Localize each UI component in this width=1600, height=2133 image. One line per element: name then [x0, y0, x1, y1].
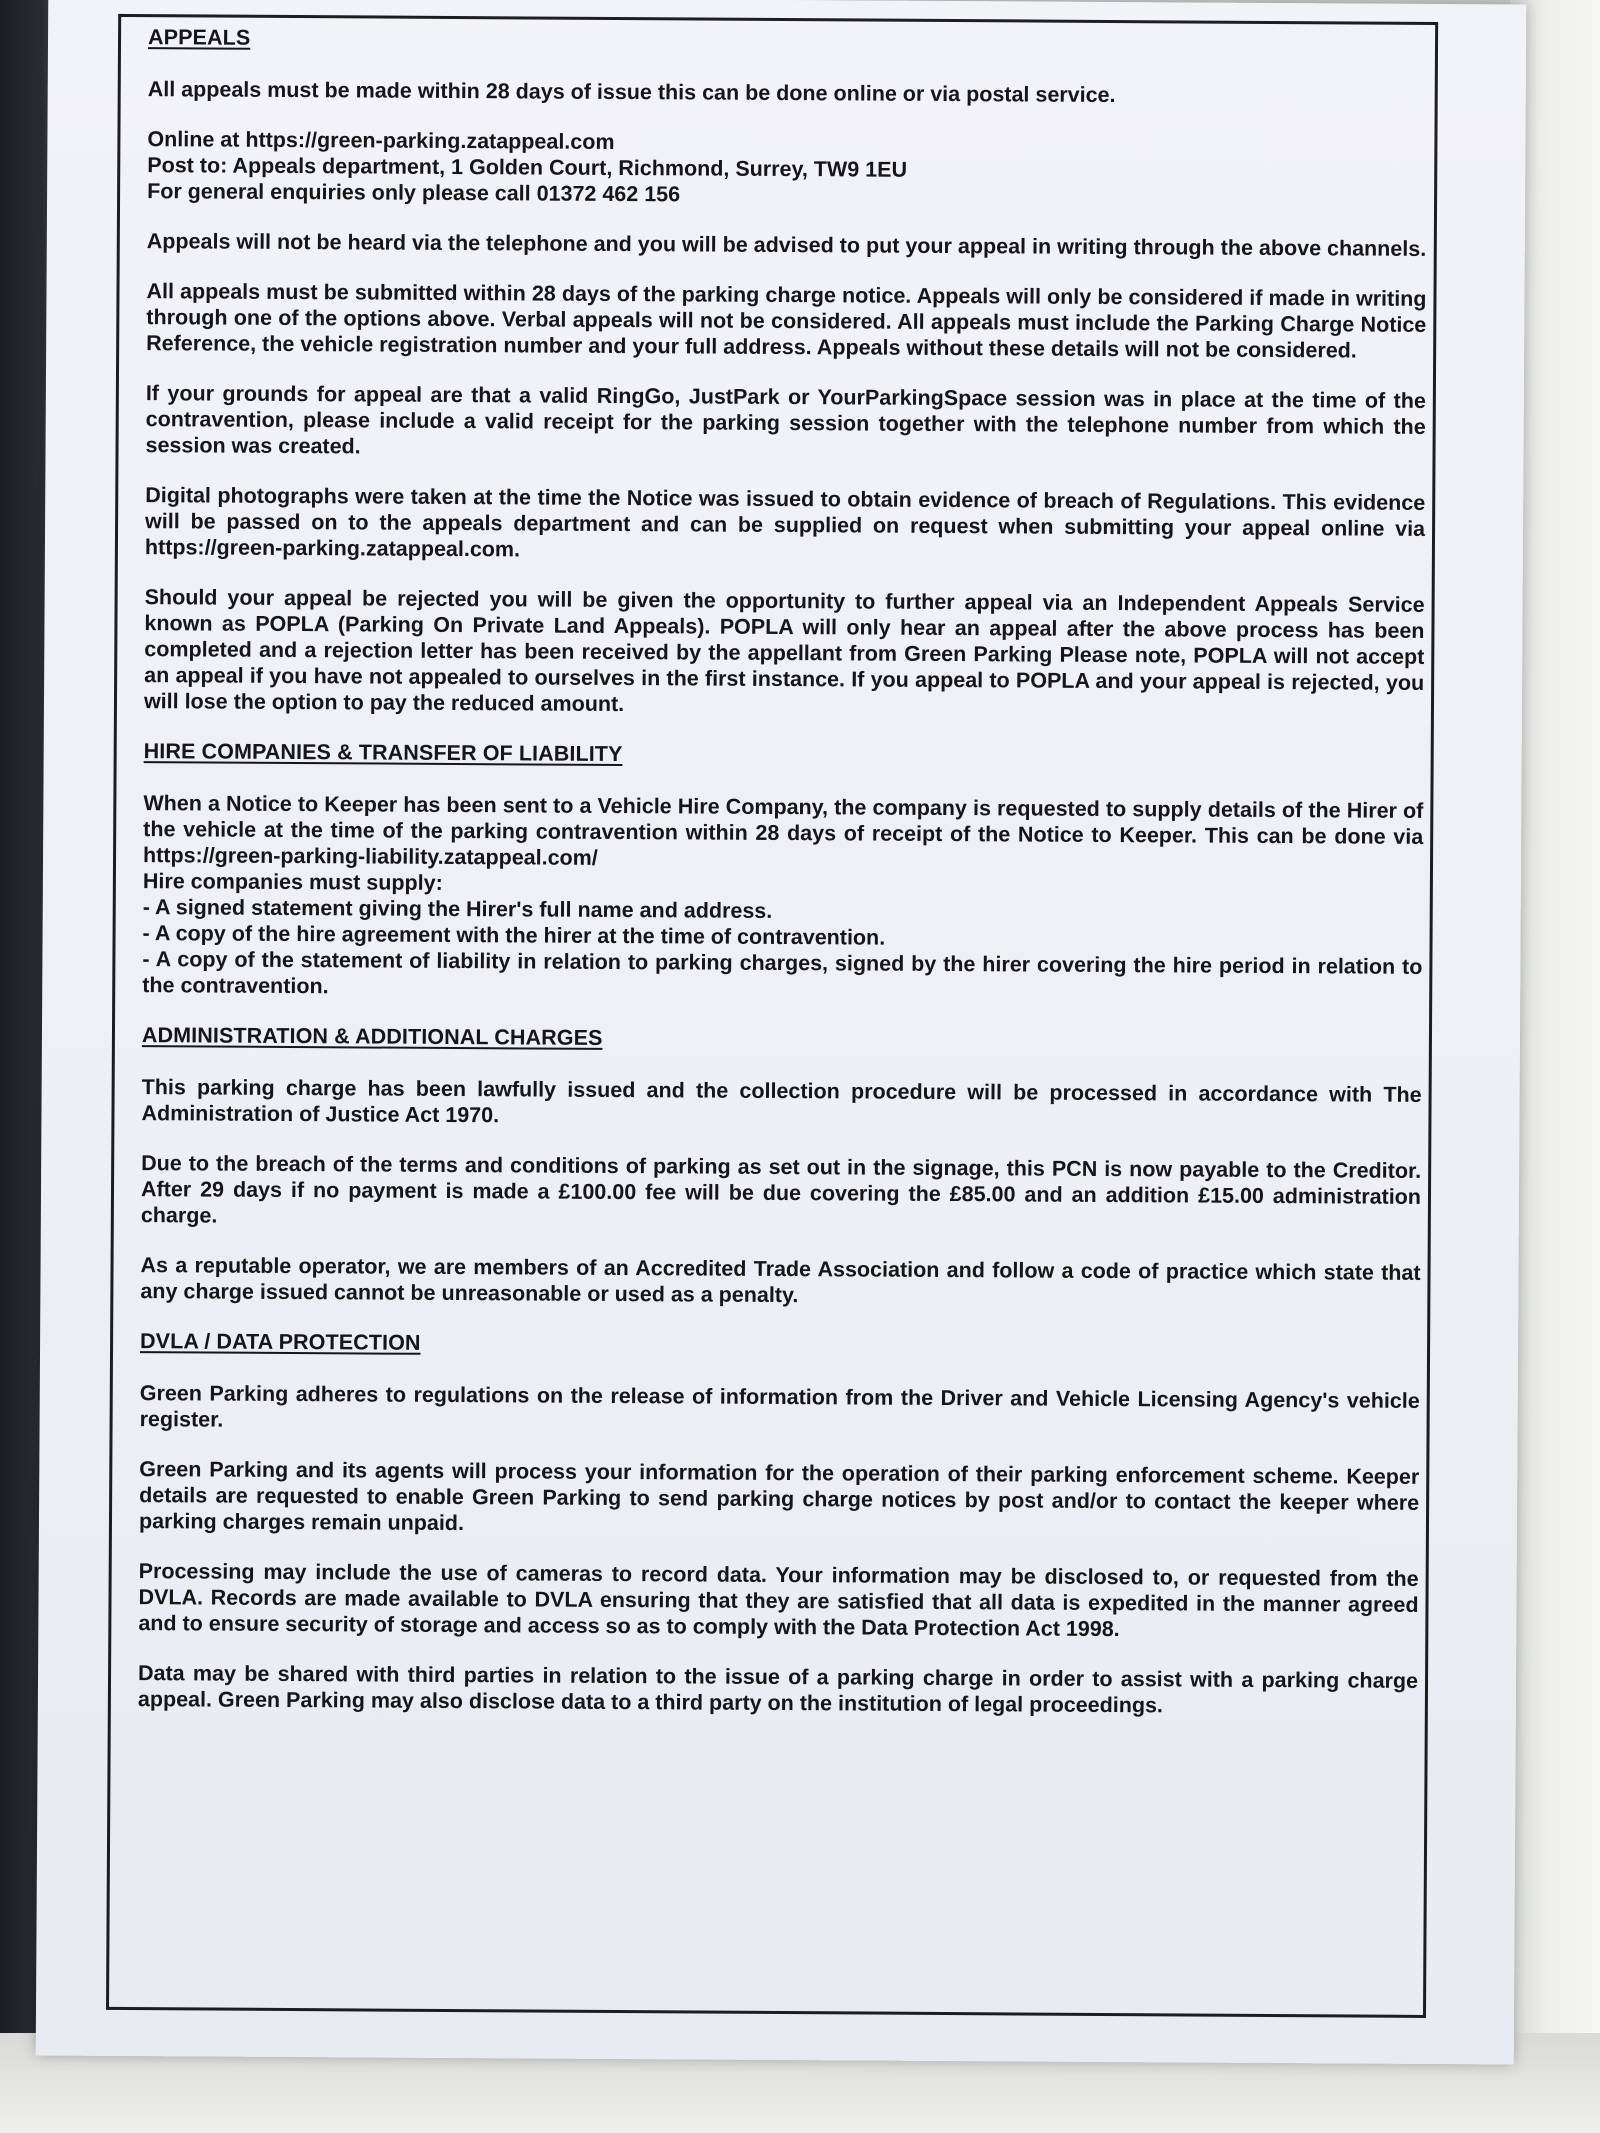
dvla-shared-paragraph: Data may be shared with third parties in relation to the issue of a parking charge in order to assist with a parking charge appeal. Green Parking may also disclose data to a third party on the institution of legal proceedings.	[137, 1661, 1419, 1718]
appeals-contact-block	[147, 126, 1427, 212]
list-item: - A copy of the hire agreement with the hirer at the time of contravention.	[142, 921, 886, 950]
notice-content	[138, 24, 1428, 1744]
appeals-submitted-paragraph: All appeals must be submitted within 28 days of the parking charge notice. Appeals will only be considered if made in writing through one of the options above. Verbal appeals will not be considered. All appeals must include the Parking Charge Notice Reference, the vehicle registration number and your full address. Appeals without these details will not be considered.	[146, 279, 1427, 363]
admin-lawful-paragraph: This parking charge has been lawfully issued and the collection procedure will be processed in accordance with The Administration of Justice Act 1970.	[141, 1075, 1422, 1128]
hire-must-supply: Hire companies must supply:	[142, 869, 443, 895]
appeals-postal-address: Post to: Appeals department, 1 Golden Court, Richmond, Surrey, TW9 1EU	[147, 153, 908, 182]
hire-requirements-list	[142, 894, 1423, 1006]
admin-heading: ADMINISTRATION & ADDITIONAL CHARGES	[141, 1023, 603, 1050]
appeals-enquiries-phone: For general enquiries only please call 01372 462 156	[147, 179, 681, 207]
appeals-intro: All appeals must be made within 28 days of issue this can be done online or via postal service.	[147, 77, 1116, 108]
dvla-adheres-paragraph: Green Parking adheres to regulations on the release of information from the Driver and Vehicle Licensing Agency's vehicle register.	[139, 1381, 1420, 1432]
appeals-heading: APPEALS	[147, 25, 251, 50]
appeals-telephone-paragraph: Appeals will not be heard via the telephone and you will be advised to put your appeal in writing through the above channels.	[146, 229, 1427, 261]
appeals-popla-paragraph: Should your appeal be rejected you will be given the opportunity to further appeal via an Independent Appeals Service known as POPLA (Parking On Private Land Appeals). POPLA will only hear an appeal after the above process has been completed and a rejection letter has been received by the appellant from Green Parking Please note, POPLA will not accept an appeal if you have not appealed to ourselves in the first instance. If you appeal to POPLA and your appeal is rejected, you will lose the option to pay the reduced amount.	[143, 585, 1425, 717]
dvla-processing-paragraph: Processing may include the use of cameras to record data. Your information may be disclosed to, or requested from the DVLA. Records are made available to DVLA ensuring that they are satisfied that all data is expedited in the manner agreed and to ensure security of storage and access so as to comply with the Data Protection Act 1998.	[138, 1559, 1419, 1642]
notice-page	[36, 0, 1527, 2064]
list-item: - A signed statement giving the Hirer's full name and address.	[142, 895, 773, 923]
dvla-agents-paragraph: Green Parking and its agents will process your information for the operation of their parking enforcement scheme. Keeper details are requested to enable Green Parking to send parking charge notices by post and/or to contact the keeper where parking charges remain unpaid.	[138, 1457, 1420, 1536]
appeals-photos-paragraph: Digital photographs were taken at the time the Notice was issued to obtain evidence of breach of Regulations. This evidence will be passed on to the appeals department and can be supplied on request when submitting your appeal online via https://green-parking.zatappeal.com.	[144, 483, 1426, 562]
hire-notice-paragraph: When a Notice to Keeper has been sent to a Vehicle Hire Company, the company is requested to supply details of the Hirer of the vehicle at the time of the parking contravention within 28 days of receipt of the Notice to Keeper. This can be done via https://green-parking-liability.zatappeal.com/	[142, 791, 1424, 870]
admin-breach-paragraph: Due to the breach of the terms and conditions of parking as set out in the signage, this PCN is now payable to the Creditor. After 29 days if no payment is made a £100.00 fee will be due covering the £85.00 and an addition £15.00 administration charge.	[140, 1151, 1422, 1228]
admin-reputable-paragraph: As a reputable operator, we are members of an Accredited Trade Association and follow a code of practice which state that any charge issued cannot be unreasonable or used as a penalty.	[140, 1253, 1421, 1308]
dvla-heading: DVLA / DATA PROTECTION	[140, 1329, 421, 1355]
appeals-online-link[interactable]: Online at https://green-parking.zatappeal.com	[147, 127, 615, 154]
hire-heading: HIRE COMPANIES & TRANSFER OF LIABILITY	[143, 739, 623, 767]
appeals-grounds-paragraph: If your grounds for appeal are that a valid RingGo, JustPark or YourParkingSpace session was in place at the time of the contravention, please include a valid receipt for the parking session together with the telephone number from which the session was created.	[145, 381, 1426, 459]
list-item: - A copy of the statement of liability in relation to parking charges, signed by the hirer covering the hire period in relation to the contravention.	[142, 947, 1423, 999]
